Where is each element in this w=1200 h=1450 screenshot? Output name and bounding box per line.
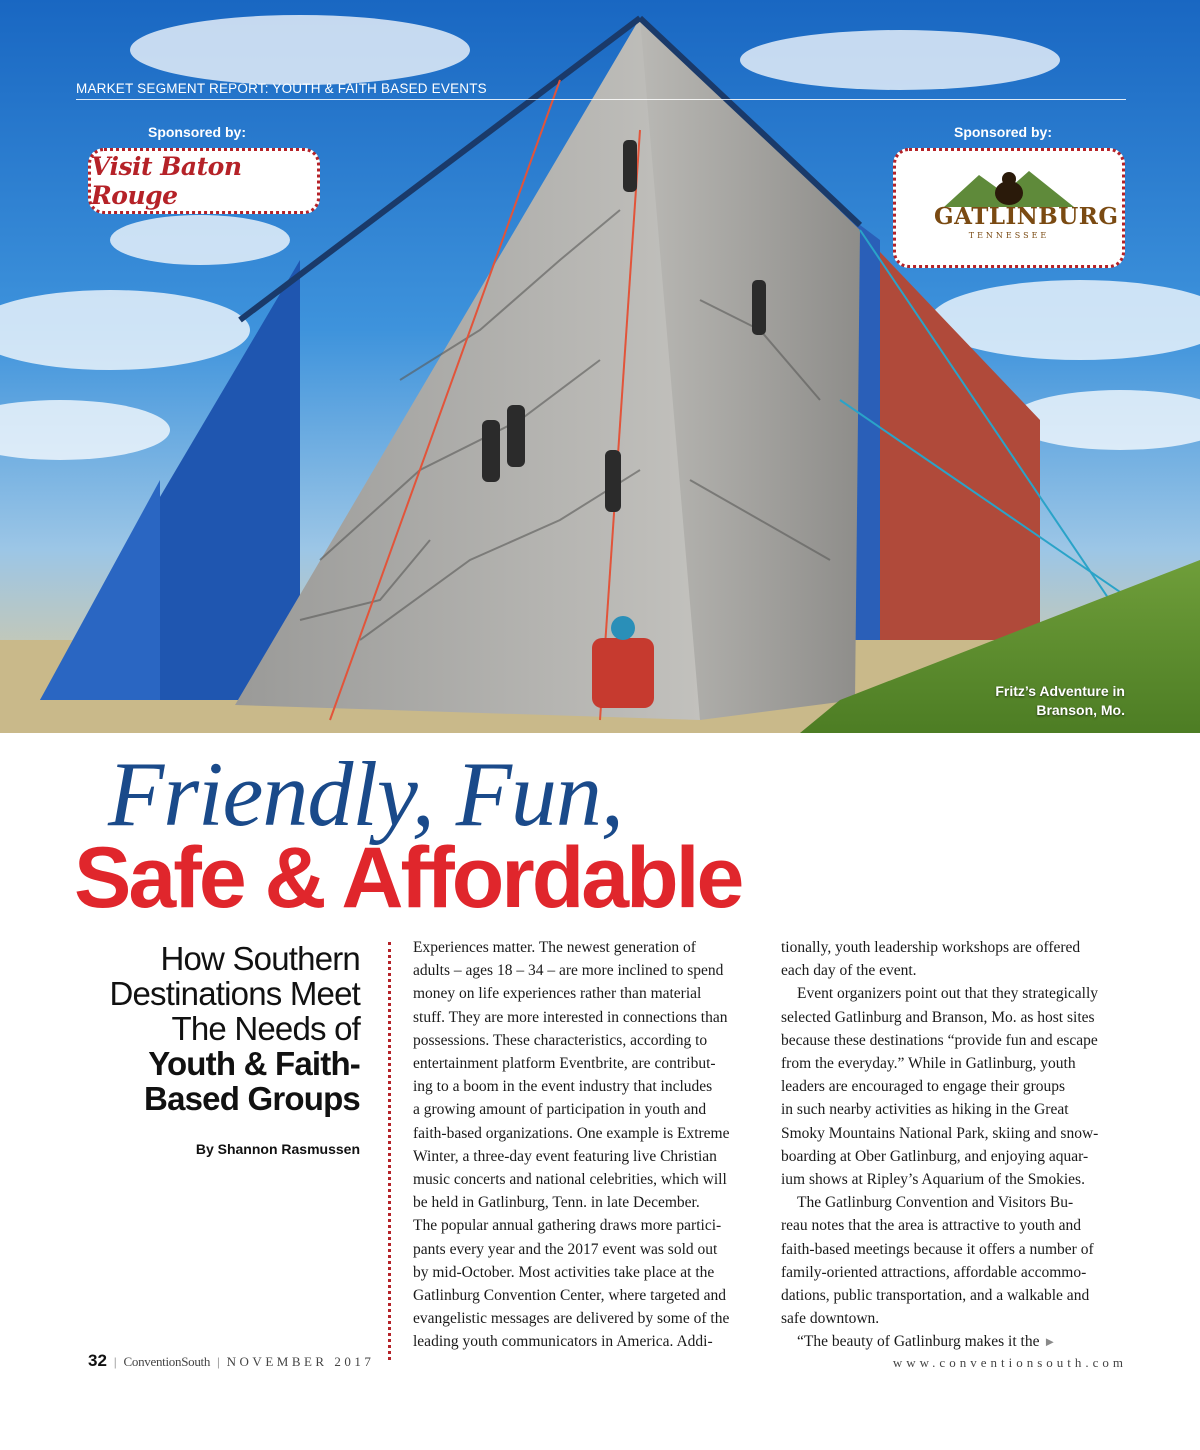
body-line: stuff. They are more interested in connections than	[413, 1008, 728, 1026]
body-line-text: “The beauty of Gatlinburg makes it the	[797, 1333, 1040, 1351]
deck-line-3: The Needs of	[171, 1010, 360, 1047]
gatlinburg-logo-text: GATLINBURG	[934, 203, 1119, 230]
gatlinburg-logo	[934, 163, 1119, 253]
body-paragraph	[781, 982, 1127, 1191]
body-column-2	[781, 936, 1127, 1354]
deck	[60, 941, 360, 1116]
body-line: reau notes that the area is attractive to youth and	[781, 1217, 1081, 1235]
section-rule	[76, 99, 1126, 100]
body-paragraph	[781, 936, 1127, 982]
photo-caption-line-1: Fritz’s Adventure in	[995, 683, 1125, 699]
body-line: in such nearby activities as hiking in the Great	[781, 1101, 1069, 1119]
photo-caption-line-2: Branson, Mo.	[1036, 702, 1125, 718]
body-line: tionally, youth leadership workshops are offered	[781, 939, 1081, 956]
body-paragraph	[413, 936, 759, 1354]
body-line: Experiences matter. The newest generation of	[413, 939, 696, 956]
body-line: Event organizers point out that they strategically	[797, 985, 1099, 1003]
headline-line-1: Friendly, Fun,	[108, 743, 623, 845]
body-line: because these destinations “provide fun and escape	[781, 1031, 1098, 1049]
deck-line-4: Youth & Faith-	[148, 1045, 360, 1082]
body-line: evangelistic messages are delivered by some of the	[413, 1310, 730, 1328]
body-line: ium shows at Ripley’s Aquarium of the Smokies.	[781, 1171, 1085, 1189]
body-line: each day of the event.	[781, 962, 917, 980]
website-url[interactable]: www.conventionsouth.com	[892, 1355, 1127, 1370]
body-paragraph	[781, 1191, 1127, 1330]
headline-line-2: Safe & Affordable	[74, 830, 742, 926]
footer-separator: |	[217, 1354, 220, 1369]
body-line: entertainment platform Eventbrite, are contribut-	[413, 1055, 716, 1073]
body-column-1	[413, 936, 759, 1354]
body-line: faith-based organizations. One example is Extreme	[413, 1124, 730, 1142]
sponsor-label-right: Sponsored by:	[953, 124, 1052, 140]
deck-line-1: How Southern	[160, 940, 360, 977]
body-line: boarding at Ober Gatlinburg, and enjoying aquar-	[781, 1147, 1089, 1165]
body-line: The Gatlinburg Convention and Visitors Bu-	[797, 1194, 1074, 1212]
body-line: from the everyday.” While in Gatlinburg, youth	[781, 1055, 1076, 1073]
body-line: Smoky Mountains National Park, skiing and snow-	[781, 1124, 1099, 1142]
page-number: 32	[88, 1351, 107, 1370]
column-divider	[388, 942, 391, 1360]
sponsor-label-left: Sponsored by:	[147, 124, 246, 140]
byline: By Shannon Rasmussen	[195, 1141, 360, 1157]
footer-left	[88, 1351, 374, 1371]
body-line: money on life experiences rather than material	[413, 985, 702, 1003]
body-paragraph	[781, 1330, 1127, 1353]
body-line: leading youth communicators in America. Addi-	[413, 1333, 713, 1351]
gatlinburg-logo-subtext: TENNESSEE	[968, 231, 1050, 240]
sponsor-logo-gatlinburg[interactable]	[893, 148, 1125, 268]
deck-line-5: Based Groups	[144, 1080, 360, 1117]
section-label: MARKET SEGMENT REPORT: YOUTH & FAITH BASED EVENTS	[76, 81, 487, 96]
body-line	[781, 1330, 1127, 1353]
body-line: selected Gatlinburg and Branson, Mo. as host sites	[781, 1008, 1095, 1026]
visit-baton-rouge-logo: Visit Baton Rouge	[91, 152, 242, 210]
continue-arrow-icon: ►	[1043, 1334, 1057, 1350]
body-line: family-oriented attractions, affordable accommo-	[781, 1263, 1087, 1281]
body-line: safe downtown.	[781, 1310, 880, 1328]
footer-separator: |	[113, 1354, 117, 1369]
body-line: music concerts and national celebrities, which will	[413, 1171, 727, 1189]
magazine-name: ConventionSouth	[123, 1354, 211, 1369]
photo-caption	[995, 682, 1125, 720]
body-line: Winter, a three-day event featuring live Christian	[413, 1147, 717, 1165]
body-line: possessions. These characteristics, according to	[413, 1031, 708, 1049]
body-line: pants every year and the 2017 event was sold out	[413, 1240, 718, 1258]
body-line: The popular annual gathering draws more partici-	[413, 1217, 722, 1235]
body-line: adults – ages 18 – 34 – are more inclined to spend	[413, 962, 724, 980]
sponsor-logo-visit-baton-rouge[interactable]	[88, 148, 320, 214]
issue-date: NOVEMBER 2017	[226, 1354, 375, 1369]
body-line: leaders are encouraged to engage their groups	[781, 1078, 1066, 1096]
body-line: by mid-October. Most activities take place at the	[413, 1263, 715, 1281]
body-line: Gatlinburg Convention Center, where targeted and	[413, 1287, 727, 1305]
body-line: dations, public transportation, and a walkable and	[781, 1287, 1090, 1305]
body-line: be held in Gatlinburg, Tenn. in late December.	[413, 1194, 700, 1212]
body-line: ing to a boom in the event industry that includes	[413, 1078, 713, 1096]
body-line: faith-based meetings because it offers a number of	[781, 1240, 1094, 1258]
deck-line-2: Destinations Meet	[109, 975, 360, 1012]
body-line: a growing amount of participation in youth and	[413, 1101, 707, 1119]
